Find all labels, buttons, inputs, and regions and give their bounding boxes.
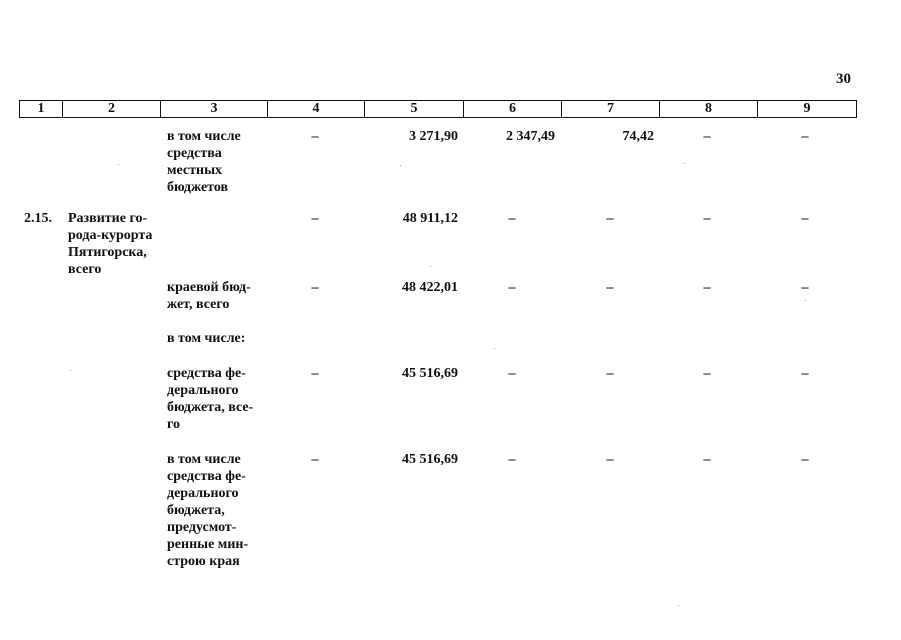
row-cell-col4: – [311, 366, 319, 381]
row-cell-col4: – [311, 129, 319, 144]
scan-speck [430, 266, 431, 267]
row-source-cell: в том числе: [167, 331, 246, 346]
column-header-3: 3 [161, 101, 268, 117]
column-header-5: 5 [365, 101, 464, 117]
column-header-7: 7 [562, 101, 660, 117]
row-cell-col9: – [801, 129, 809, 144]
page-number: 30 [836, 71, 851, 87]
row-cell-col5: 48 911,12 [402, 211, 458, 226]
scan-speck [678, 605, 679, 606]
column-header-1: 1 [20, 101, 63, 117]
row-cell-col6: 2 347,49 [506, 129, 555, 144]
column-header-6: 6 [464, 101, 562, 117]
scan-speck [684, 163, 685, 164]
column-header-2: 2 [63, 101, 161, 117]
row-cell-col4: – [311, 280, 319, 295]
row-cell-col6: – [508, 366, 516, 381]
row-cell-col8: – [703, 366, 711, 381]
row-source-cell: в том числе средства фе- дерального бюджета, предусмот- ренные мин- строю края [167, 452, 249, 569]
row-name-cell: Развитие го- рода-курорта Пятигорска, всего [68, 211, 153, 277]
row-id-cell: 2.15. [24, 211, 52, 226]
row-cell-col7: 74,42 [622, 129, 654, 144]
scan-speck [400, 165, 401, 166]
row-cell-col7: – [606, 211, 614, 226]
row-cell-col6: – [508, 211, 516, 226]
scan-speck [118, 164, 119, 165]
row-cell-col8: – [703, 452, 711, 467]
row-cell-col6: – [508, 280, 516, 295]
row-cell-col6: – [508, 452, 516, 467]
row-cell-col8: – [703, 280, 711, 295]
row-cell-col4: – [311, 452, 319, 467]
row-source-cell: в том числе средства местных бюджетов [167, 129, 241, 195]
row-cell-col9: – [801, 211, 809, 226]
row-cell-col8: – [703, 129, 711, 144]
row-cell-col4: – [311, 211, 319, 226]
row-cell-col5: 3 271,90 [409, 129, 458, 144]
row-source-cell: средства фе- дерального бюджета, все- го [167, 366, 254, 432]
row-cell-col9: – [801, 452, 809, 467]
row-cell-col9: – [801, 366, 809, 381]
table-header-row [19, 100, 857, 118]
row-source-cell: краевой бюд- жет, всего [167, 280, 251, 312]
scan-speck [805, 300, 806, 301]
column-header-8: 8 [660, 101, 758, 117]
row-cell-col5: 45 516,69 [402, 366, 458, 381]
row-cell-col8: – [703, 211, 711, 226]
row-cell-col5: 45 516,69 [402, 452, 458, 467]
scan-speck [70, 370, 71, 371]
row-cell-col7: – [606, 280, 614, 295]
row-cell-col7: – [606, 452, 614, 467]
scan-speck [494, 348, 495, 349]
column-header-9: 9 [803, 101, 811, 116]
row-cell-col7: – [606, 366, 614, 381]
row-cell-col5: 48 422,01 [402, 280, 458, 295]
column-header-4: 4 [268, 101, 365, 117]
row-cell-col9: – [801, 280, 809, 295]
